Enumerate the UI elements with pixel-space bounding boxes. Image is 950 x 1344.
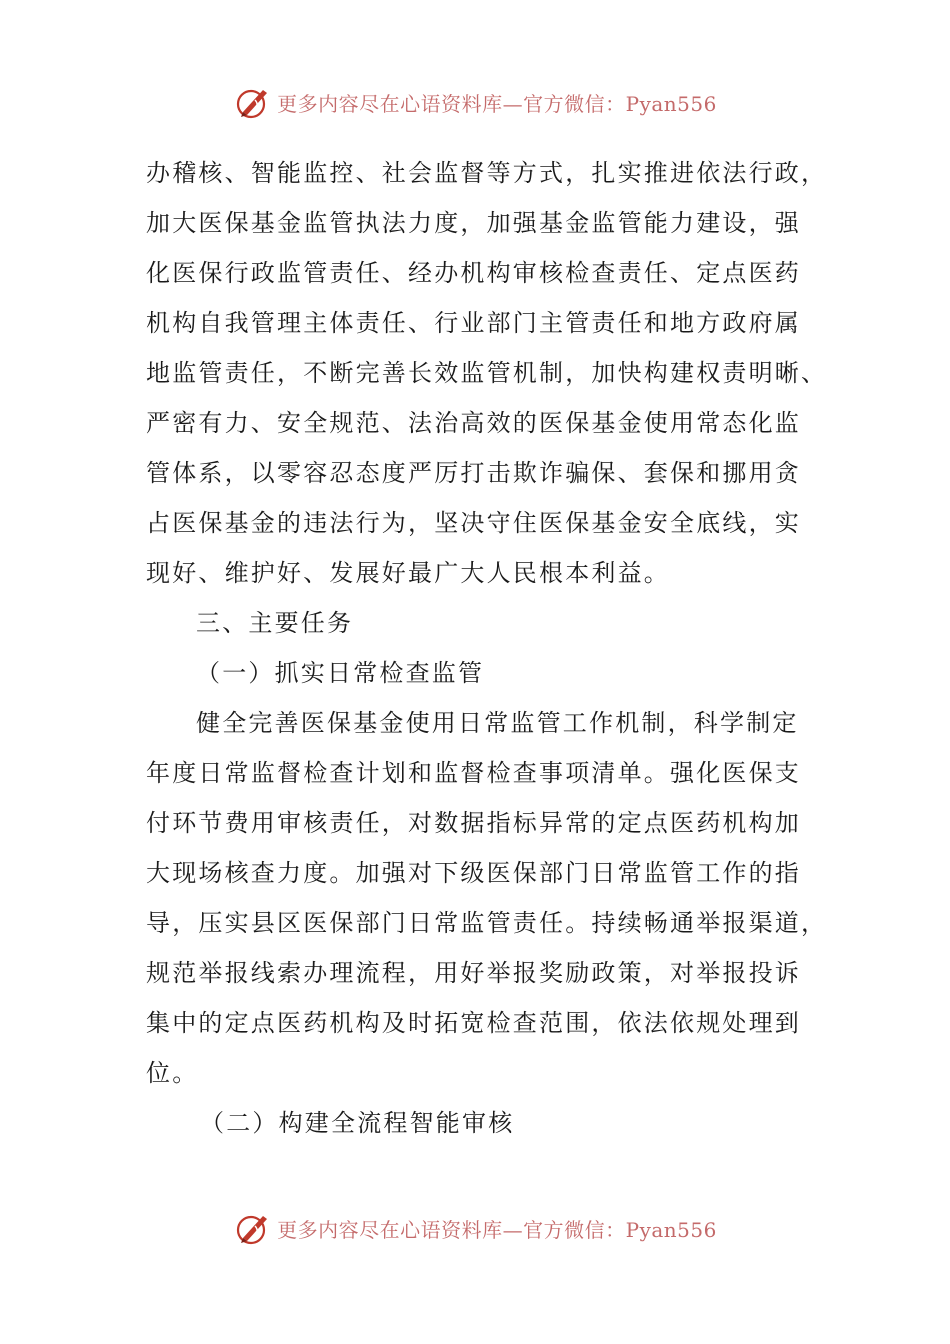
subsection-heading: （二）构建全流程智能审核 <box>200 1109 515 1137</box>
section-heading: 三、主要任务 <box>196 609 354 637</box>
body-line: 化医保行政监管责任、经办机构审核检查责任、定点医药 <box>146 259 801 287</box>
body-line: 机构自我管理主体责任、行业部门主管责任和地方政府属 <box>146 309 801 337</box>
body-line: 办稽核、智能监控、社会监督等方式，扎实推进依法行政， <box>146 159 828 187</box>
body-line: 加大医保基金监管执法力度，加强基金监管能力建设，强 <box>146 209 801 237</box>
pen-logo-icon <box>233 1208 273 1248</box>
wechat-id: Pyan556 <box>625 1217 717 1242</box>
pen-logo-icon <box>233 82 273 122</box>
body-line: 管体系，以零容忍态度严厉打击欺诈骗保、套保和挪用贪 <box>146 459 801 487</box>
watermark-text: 更多内容尽在心语资料库—官方微信： <box>277 1217 626 1242</box>
body-line: 规范举报线索办理流程，用好举报奖励政策，对举报投诉 <box>146 959 801 987</box>
body-line: 健全完善医保基金使用日常监管工作机制，科学制定 <box>196 709 799 737</box>
wechat-id: Pyan556 <box>625 91 717 116</box>
footer-watermark <box>0 1208 950 1248</box>
body-line: 付环节费用审核责任，对数据指标异常的定点医药机构加 <box>146 809 801 837</box>
body-line: 严密有力、安全规范、法治高效的医保基金使用常态化监 <box>146 409 801 437</box>
body-line: 地监管责任，不断完善长效监管机制，加快构建权责明晰、 <box>146 359 828 387</box>
body-line: 导，压实县区医保部门日常监管责任。持续畅通举报渠道， <box>146 909 828 937</box>
body-line: 大现场核查力度。加强对下级医保部门日常监管工作的指 <box>146 859 801 887</box>
subsection-heading: （一）抓实日常检查监管 <box>196 659 485 687</box>
body-line: 年度日常监督检查计划和监督检查事项清单。强化医保支 <box>146 759 801 787</box>
body-line: 位。 <box>146 1059 199 1087</box>
body-line: 集中的定点医药机构及时拓宽检查范围，依法依规处理到 <box>146 1009 801 1037</box>
header-watermark <box>0 82 950 122</box>
document-body <box>146 148 828 1148</box>
body-line: 占医保基金的违法行为，坚决守住医保基金安全底线，实 <box>146 509 801 537</box>
body-line: 现好、维护好、发展好最广大人民根本利益。 <box>146 559 670 587</box>
watermark-text: 更多内容尽在心语资料库—官方微信： <box>277 91 626 116</box>
